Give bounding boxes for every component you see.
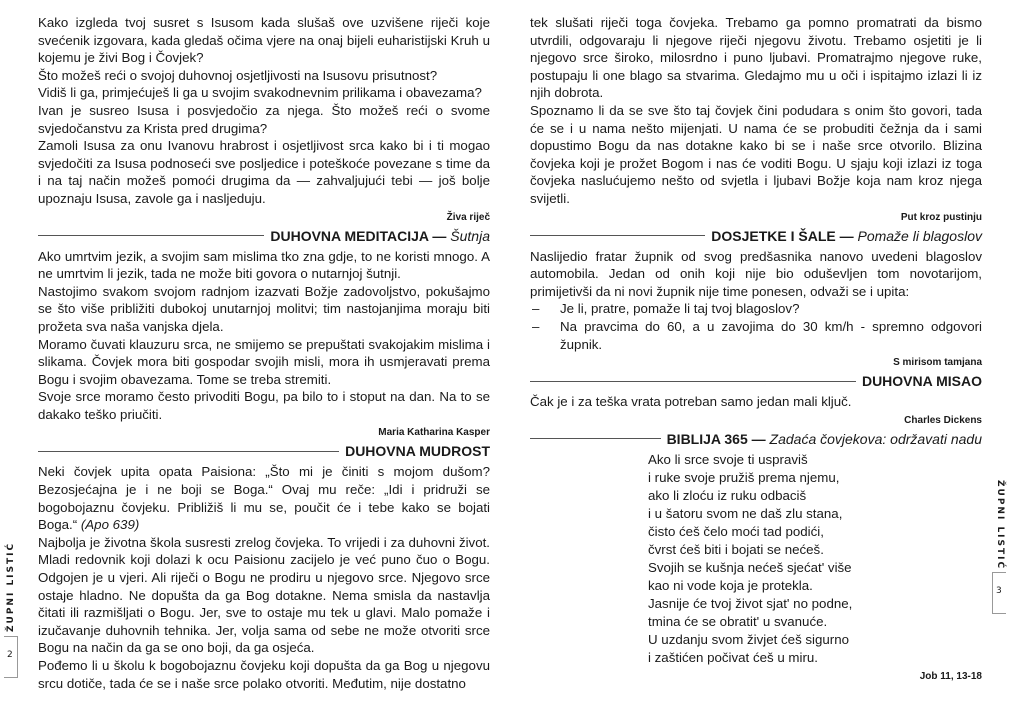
biblija-poem <box>648 451 982 667</box>
sidebar-label: ŽUPNI LISTIĆ <box>6 541 16 632</box>
intro-paragraph: Zamoli Isusa za onu Ivanovu hrabrost i osjetljivost srca kako bi i ti mogao svjedočiti za Isusa podnoseći sve posljedice i poteškoće povezane s time da i na taj način možeš pomoći drugima da — zahvaljujući tebi — još bolje upoznaju Isusa, zavole ga i nasljeduju. <box>38 138 490 206</box>
dosjetke-list <box>530 300 982 353</box>
list-item-text: Je li, pratre, pomaže li taj tvoj blagoslov? <box>560 301 800 317</box>
sidebar-label: ŽUPNI LISTIĆ <box>995 480 1005 571</box>
biblija-source: Job 11, 13-18 <box>919 670 982 682</box>
list-item <box>530 318 982 353</box>
poem-line: ako li zloću iz ruku odbaciš <box>648 487 807 503</box>
heading-rule <box>38 235 264 236</box>
heading-rule <box>530 381 856 382</box>
continuation-paragraph: tek slušati riječi toga čovjeka. Trebamo ga pomno promatrati da bismo utvrdili, odgovaraju li njegove riječi njegovu životu. Trebamo osjetiti je li njegovo srce široko, milosrdno i puno ljubavi. Promatrajmo njegove ruke, postupaju li one blago sa stvarima. Gledajmo mu u oči i ispitajmo izlazi li iz njih dobrota. <box>530 15 982 101</box>
misao-source: Charles Dickens <box>904 414 982 426</box>
poem-line: i zaštićen počivat ćeš u miru. <box>648 649 818 665</box>
intro-source: Živa riječ <box>446 211 490 223</box>
left-column <box>38 14 490 692</box>
intro-paragraph: Ivan je susreo Isusa i posvjedočio za njega. Što možeš reći o svome svjedočanstvu za Krista pred drugima? <box>38 102 490 136</box>
mudrost-quote-ref: (Apo 639) <box>80 517 140 533</box>
left-page-sidebar <box>4 520 18 710</box>
mudrost-title: DUHOVNA MUDROST <box>345 443 490 460</box>
poem-line: i u šatoru svom ne daš zlu stana, <box>648 505 843 521</box>
poem-line: kao ni vode koja je protekla. <box>648 577 813 593</box>
meditacija-heading <box>38 227 490 245</box>
list-item-text: Na pravcima do 60, a u zavojima do 30 km/h - spremno odgovori župnik. <box>560 318 982 352</box>
dosjetke-heading <box>530 227 982 245</box>
misao-heading <box>530 372 982 390</box>
list-item <box>530 300 982 318</box>
poem-line: Jasnije će tvoj život sjat' no podne, <box>648 595 853 611</box>
dosjetke-title: DOSJETKE I ŠALE — <box>711 227 858 244</box>
continuation-paragraph: Spoznamo li da se sve što taj čovjek čini podudara s onim što govori, tada će se i u nama nešto mijenjati. U nama će se probuditi čežnja da i sami dopustimo Bogu da nas dotakne kako bi se i naše srce otvorilo. Blizina čovjeka koji je prožet Bogom i nas će voditi Bogu. U sjaju koji izlazi iz toga čovjeka naslućujemo nešto od svjetla i ljubavi Božje koja nam kroz njega svijetli. <box>530 102 982 206</box>
intro-paragraph: Što možeš reći o svojoj duhovnoj osjetljivosti na Isusovu prisutnost? <box>38 67 438 83</box>
poem-line: čvrst ćeš biti i bojati se nećeš. <box>648 541 824 557</box>
poem-line: tmina će se obratit' u svanuće. <box>648 613 828 629</box>
meditacija-subtitle: Šutnja <box>450 227 490 244</box>
meditacija-paragraph: Nastojimo svakom svojom radnjom izazvati Božje zadovoljstvo, pokušajmo se što više približiti dubokoj unutarnjoj molitvi; tim nastojanjima moraju biti prožeta sva naša vanjska djela. <box>38 283 490 334</box>
page-number: 2 <box>7 650 13 660</box>
intro-paragraph: Vidiš li ga, primjećuješ li ga u svojim svakodnevnim prilikama i obavezama? <box>38 85 482 101</box>
poem-line: Svojih se kušnja nećeš sjećat' više <box>648 559 852 575</box>
heading-rule <box>38 451 339 452</box>
right-column <box>530 14 982 685</box>
heading-rule <box>530 438 661 439</box>
meditacija-paragraph: Moramo čuvati klauzuru srca, ne smijemo se prepuštati svakojakim mislima i slikama. Čovjek mora biti gospodar svojih misli, mora ih usmjeravati prema Bogu i svojim obavezama. Tome se treba stremiti. <box>38 336 490 387</box>
poem-line: čisto ćeš čelo moći tad podići, <box>648 523 824 539</box>
meditacija-source: Maria Katharina Kasper <box>378 427 490 439</box>
misao-paragraph: Čak je i za teška vrata potreban samo jedan mali ključ. <box>530 394 852 410</box>
mudrost-paragraph: Najbolja je životna škola susresti zrelog čovjeka. To vrijedi i za duhovni život. Mladi redovnik koji dolazi k ocu Paisionu zacijelo je već puno čuo o Bogu. Odgojen je u vjeri. Ali riječi o Bogu ne prodiru u njegovo srce. Njegovo srce ostaje hladno. Ne dopušta da ga Bog dotakne. Nema smisla da nastavlja čitati ili razmišljati o Bogu. Jer, sve to ostaje mu tek u glavi. Malo pomaže i izučavanje duhovnih tehnika. Jer, volja sama od sebe ne može otvoriti srce Bogu na način da ga se ono boji, da ga osjeća. <box>38 534 490 656</box>
poem-line: U uzdanju svom živjet ćeš sigurno <box>648 631 850 647</box>
poem-line: i ruke svoje pružiš prema njemu, <box>648 469 840 485</box>
poem-line: Ako li srce svoje ti uspraviš <box>648 451 808 467</box>
meditacija-title: DUHOVNA MEDITACIJA — <box>270 227 451 244</box>
heading-rule <box>530 235 705 236</box>
mudrost-quote-text: Neki čovjek upita opata Paisiona: „Što mi je činiti s mojom dušom? Bezosjećajna je i ne boji se Boga.“ Ovaj mu reče: „Idi i pridruži se bogobojaznu čovjeku. Približiš li mu se, poučit će i tebe kako se bojati Boga.“ <box>38 464 490 533</box>
continuation-source: Put kroz pustinju <box>900 211 982 223</box>
dash-marker: – <box>532 318 540 334</box>
mudrost-paragraph: Pođemo li u školu k bogobojaznu čovjeku koji dopušta da ga Bog u njegovu srcu dotiče, tada će se i naše srce polako otvoriti. Međutim, nije dostatno <box>38 658 490 691</box>
right-page-sidebar <box>992 470 1006 660</box>
meditacija-paragraph: Svoje srce moramo često privoditi Bogu, pa bilo to i stoput na dan. Na to se dakako teško priučiti. <box>38 389 490 422</box>
dosjetke-subtitle: Pomaže li blagoslov <box>857 227 982 244</box>
mudrost-quote <box>38 463 490 533</box>
intro-paragraph: Kako izgleda tvoj susret s Isusom kada slušaš ove uzvišene riječi koje svećenik izgovara, kada gledaš očima vjere na onaj bijeli euharistijski Kruh u kojemu je živi Bog i Čovjek? <box>38 15 490 66</box>
mudrost-heading <box>38 442 490 460</box>
meditacija-paragraph: Ako umrtvim jezik, a svojim sam mislima tko zna gdje, to ne koristi mnogo. A ne umrtvim li jezik, tada ne može biti govora o nutarnjoj šutnji. <box>38 248 490 282</box>
biblija-subtitle: Zadaća čovjekova: održavati nadu <box>769 430 982 447</box>
biblija-heading <box>530 430 982 448</box>
misao-title: DUHOVNA MISAO <box>861 373 982 390</box>
dosjetke-paragraph: Naslijedio fratar župnik od svog predšasnika nanovo uvedeni blagoslov automobila. Jedan od onih koji nije bio oduševljen tom novotarijom, primijetivši da ni novi župnik nije time ponesen, odvaži se i upita: <box>530 248 982 299</box>
biblija-title: BIBLIJA 365 — <box>666 430 770 447</box>
dosjetke-source: S mirisom tamjana <box>893 357 982 369</box>
dash-marker: – <box>532 301 540 317</box>
page-number: 3 <box>996 586 1002 596</box>
